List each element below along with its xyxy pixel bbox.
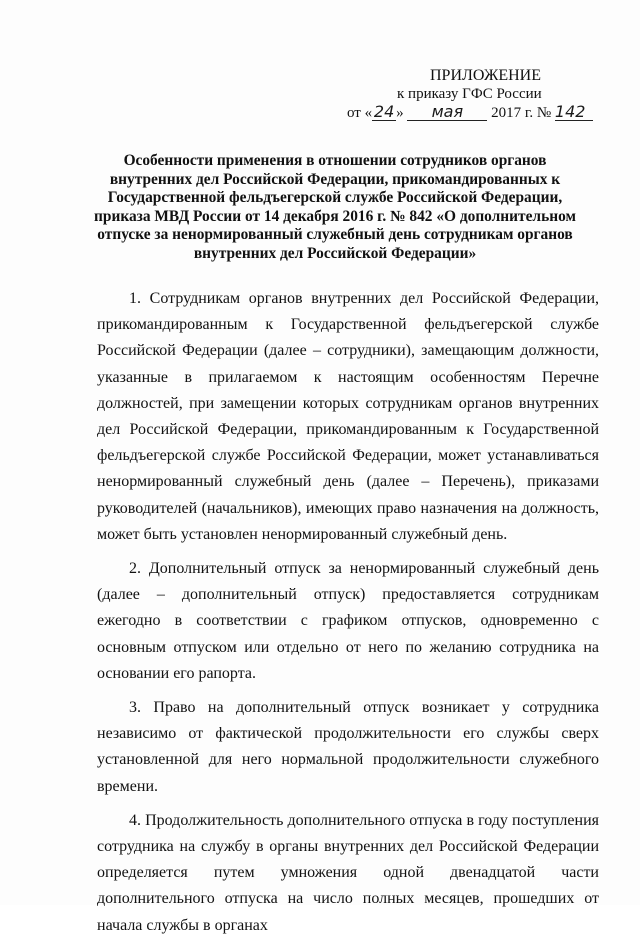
document-title: [90, 152, 580, 264]
title-line: внутренних дел Российской Федерации, прикомандированных к: [109, 170, 561, 188]
title-line: Государственной фельдъегерской службе Российской Федерации,: [107, 189, 563, 207]
paragraph-2: 2. Дополнительный отпуск за ненормированный служебный день (далее – дополнительный отпуск) предоставляется сотрудникам ежегодно в соответствии с графиком отпусков, одновременно с основным отпуском или отдельно от него по желанию сотрудника на основании его рапорта.: [97, 560, 599, 682]
paragraph-3: 3. Право на дополнительный отпуск возникает у сотрудника независимо от фактической продолжительности его службы сверх установленной для него нормальной продолжительности служебного времени.: [97, 699, 599, 795]
appendix-date-line: [340, 104, 610, 123]
document-body: [97, 286, 599, 947]
appendix-title: ПРИЛОЖЕНИЕ: [430, 67, 542, 84]
paragraph-1: 1. Сотрудникам органов внутренних дел Российской Федерации, прикомандированным к Государственной фельдъегерской службе Российской Федерации (далее – сотрудники), замещающим должности, указанные в прилагаемом к настоящим особенностям Перечне должностей, при замещении которых сотрудникам органов внутренних дел Российской Федерации, прикомандированным к Государственной фельдъегерской службе Российской Федерации, может устанавливаться ненормированный служебный день (далее – Перечень), приказами руководителей (начальников), имеющих право назначения на должность, может быть установлен ненормированный служебный день.: [97, 290, 599, 543]
year-text: 2017 г. №: [491, 105, 552, 121]
date-prefix: от «: [347, 105, 373, 121]
title-line: Особенности применения в отношении сотрудников органов: [123, 152, 547, 169]
appendix-header: [340, 66, 610, 123]
appendix-subtitle: к приказу ГФС России: [397, 86, 542, 102]
title-line: приказа МВД России от 14 декабря 2016 г. № 842 «О дополнительном: [94, 207, 576, 225]
title-line: внутренних дел Российской Федерации»: [193, 244, 477, 262]
handwritten-number: 142: [555, 104, 593, 121]
handwritten-month: мая: [407, 104, 487, 121]
title-line: отпуске за ненормированный служебный день сотрудникам органов: [97, 226, 573, 244]
date-mid: »: [396, 105, 404, 121]
paragraph-4: 4. Продолжительность дополнительного отпуска в году поступления сотрудника на службу в органы внутренних дел Российской Федерации определяется путем умножения одной двенадцатой части дополнительного отпуска на число полных месяцев, прошедших от начала службы в органах: [97, 811, 599, 934]
handwritten-day: 24: [373, 102, 395, 121]
